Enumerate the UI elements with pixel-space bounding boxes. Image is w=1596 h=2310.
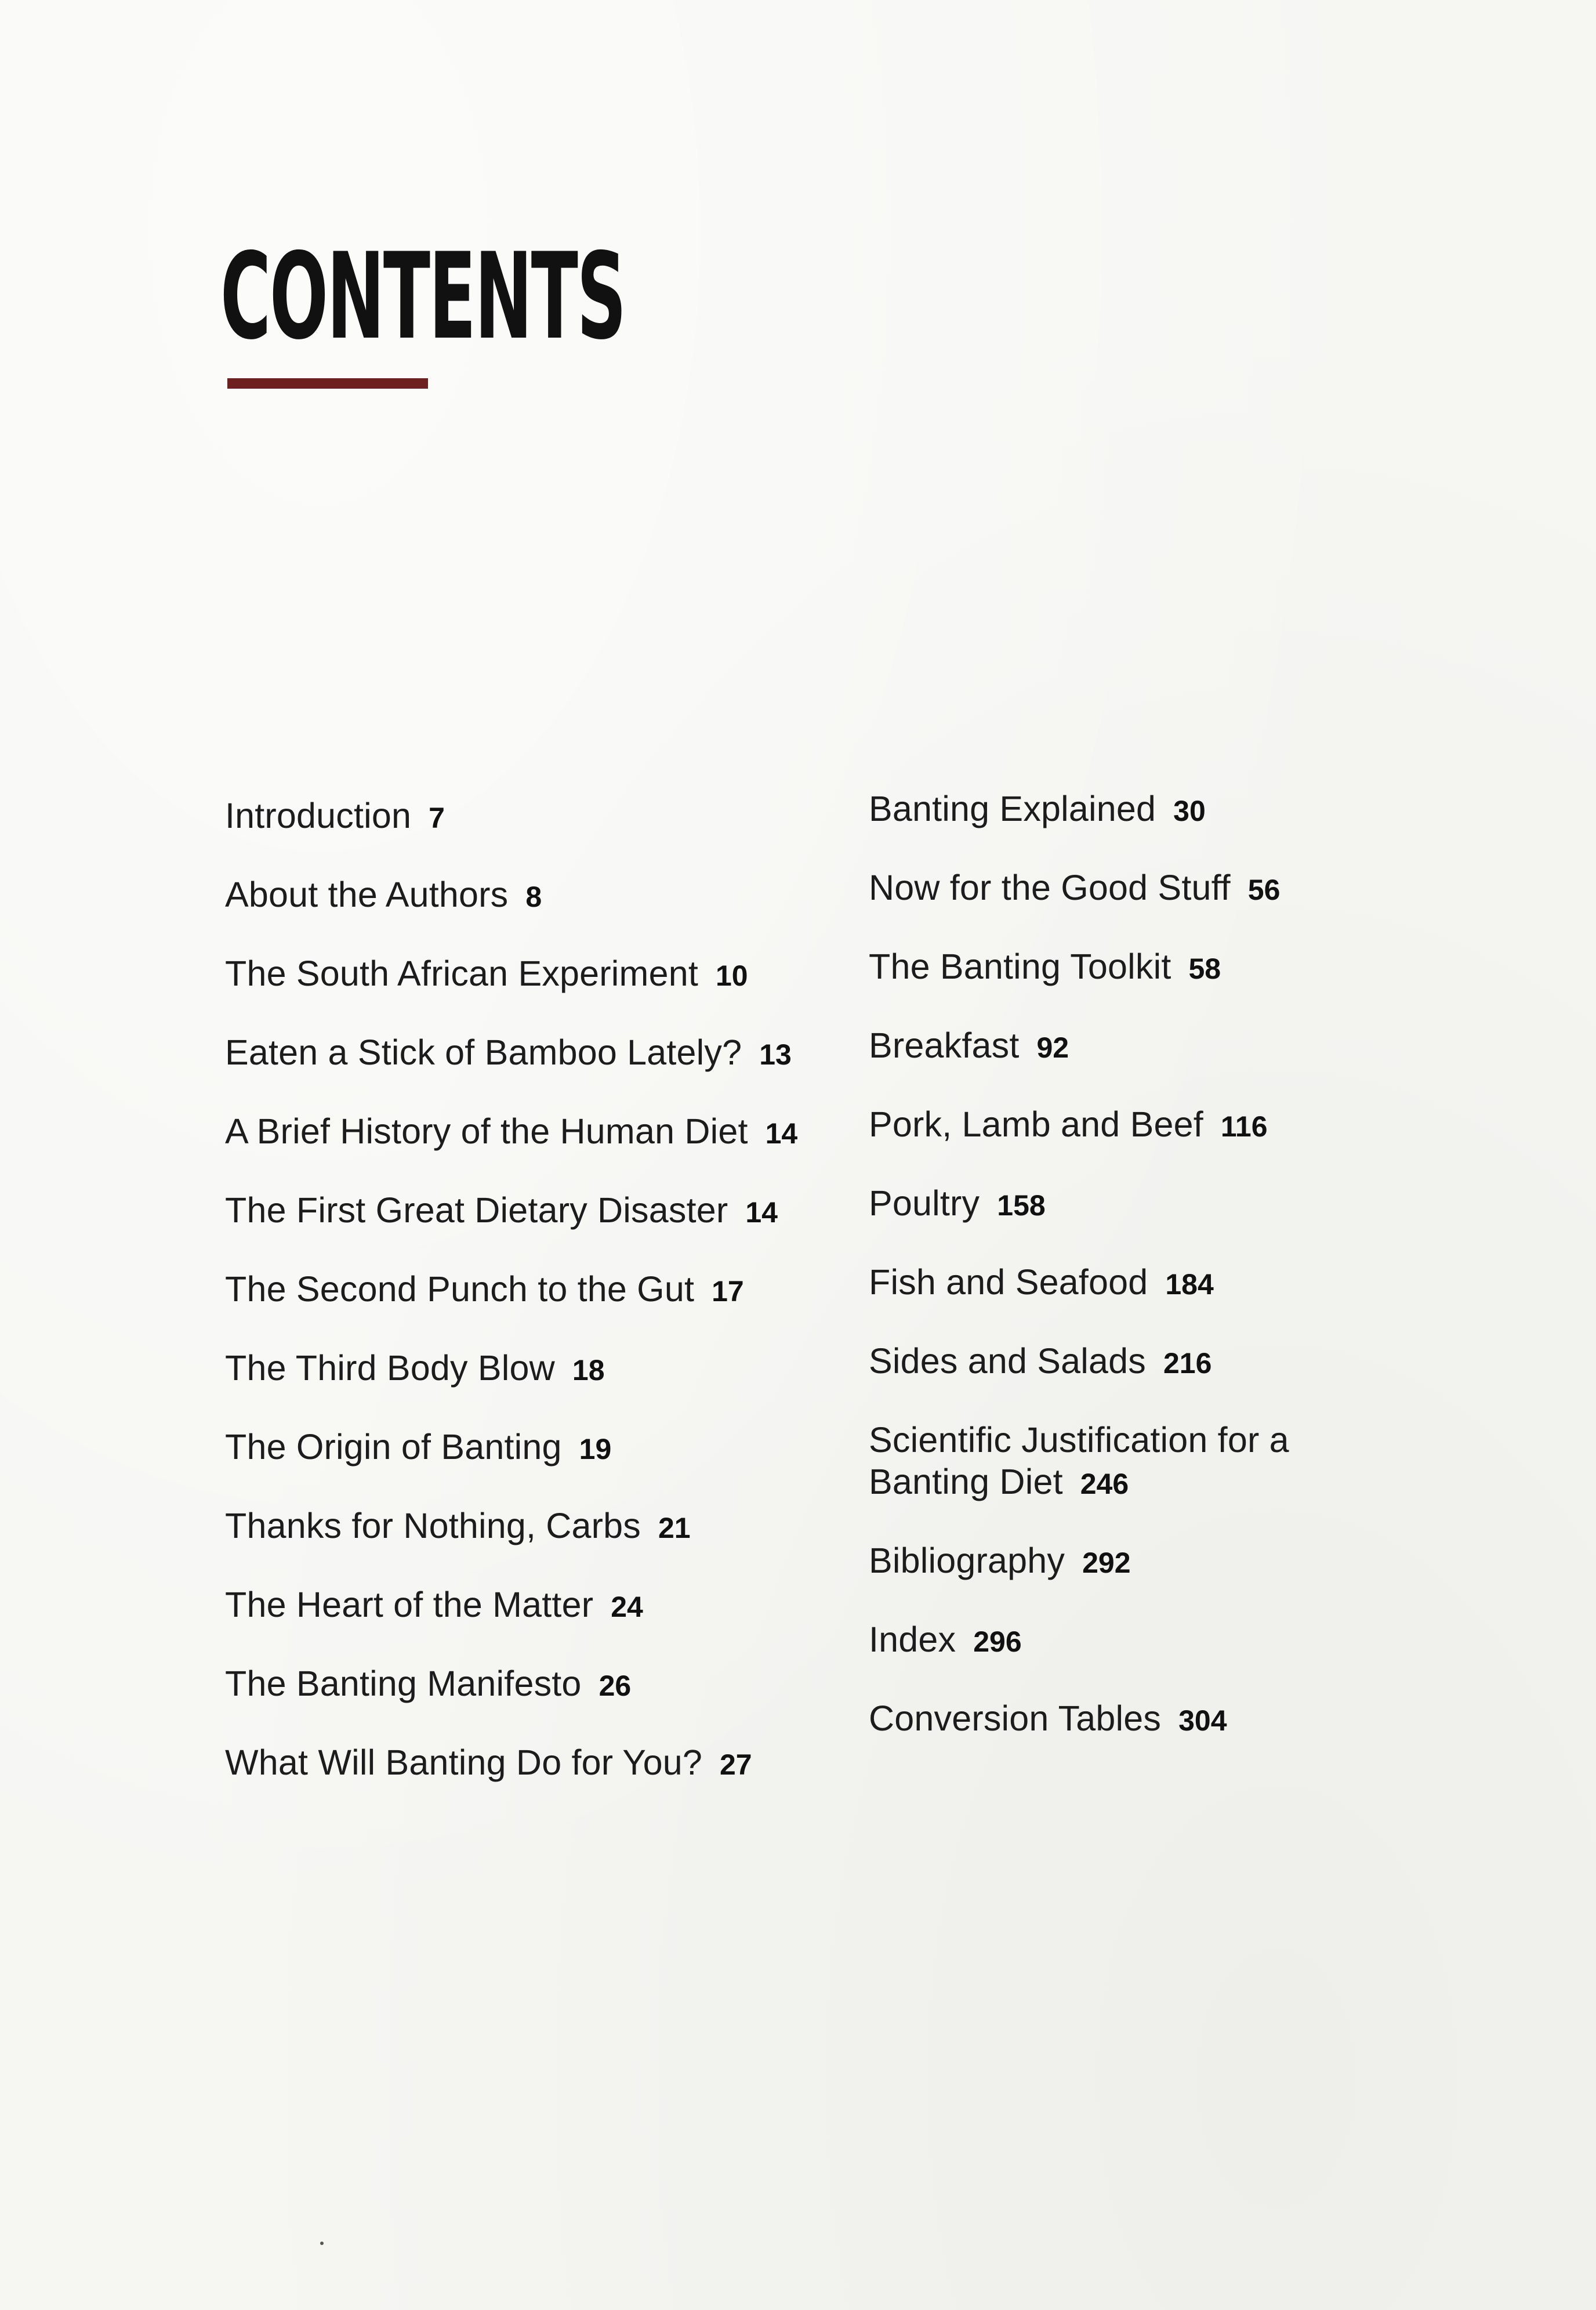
paper-speck [320, 2242, 324, 2245]
toc-entry [869, 1244, 1356, 1323]
toc-entry-title: Introduction [225, 796, 412, 835]
toc-entry [869, 1680, 1356, 1759]
toc-entry-page: 19 [579, 1433, 612, 1465]
toc-entry [869, 1007, 1356, 1086]
toc-entry-title: Thanks for Nothing, Carbs [225, 1506, 641, 1545]
toc-entry [225, 1409, 834, 1487]
toc-left-column [225, 777, 834, 1803]
toc-entry-title: Conversion Tables [869, 1699, 1162, 1738]
toc-entry [225, 1566, 834, 1645]
toc-entry-title: What Will Banting Do for You? [225, 1743, 702, 1782]
toc-entry-title: The South African Experiment [225, 954, 698, 993]
toc-entry-page: 292 [1082, 1547, 1131, 1579]
toc-entry [869, 1402, 1356, 1522]
toc-entry-title: The First Great Dietary Disaster [225, 1190, 728, 1230]
toc-entry-page: 26 [598, 1670, 632, 1702]
toc-entry [869, 1522, 1356, 1601]
toc-entry-title: Pork, Lamb and Beef [869, 1105, 1203, 1144]
toc-entry [225, 1724, 834, 1803]
toc-entry-title: Eaten a Stick of Bamboo Lately? [225, 1033, 742, 1072]
toc-entry-page: 10 [715, 960, 748, 992]
toc-entry-title: Poultry [869, 1183, 980, 1223]
toc-entry-title: Breakfast [869, 1026, 1020, 1065]
toc-entry-title: The Banting Manifesto [225, 1664, 582, 1703]
toc-entry-page: 246 [1080, 1468, 1129, 1500]
toc-entry-page: 184 [1165, 1268, 1214, 1301]
toc-entry [869, 928, 1356, 1007]
toc-entry-title: Scientific Justification for a Banting Diet [869, 1420, 1289, 1501]
toc-entry-title: Fish and Seafood [869, 1262, 1148, 1302]
toc-entry-title: The Origin of Banting [225, 1427, 562, 1467]
toc-entry-page: 18 [572, 1354, 605, 1386]
toc-entry [225, 856, 834, 935]
toc-entry-page: 24 [611, 1591, 643, 1623]
toc-entry-page: 158 [997, 1189, 1046, 1222]
toc-entry-title: Bibliography [869, 1541, 1065, 1580]
toc-entry [225, 777, 834, 856]
toc-right-column [869, 770, 1356, 1759]
toc-entry-page: 21 [658, 1512, 691, 1544]
toc-entry-page: 13 [759, 1038, 792, 1071]
toc-entry [869, 849, 1356, 928]
toc-entry-page: 58 [1188, 953, 1221, 985]
toc-entry [225, 1251, 834, 1330]
toc-entry-page: 296 [973, 1625, 1022, 1658]
page-title: CONTENTS [220, 228, 625, 366]
toc-entry-page: 14 [765, 1117, 798, 1150]
toc-entry-page: 216 [1163, 1347, 1212, 1380]
toc-entry [225, 1093, 834, 1172]
toc-entry-page: 27 [719, 1748, 752, 1781]
toc-entry-page: 304 [1178, 1704, 1227, 1737]
toc-entry [869, 1165, 1356, 1244]
toc-entry-title: The Second Punch to the Gut [225, 1269, 695, 1309]
toc-entry [225, 1645, 834, 1724]
toc-entry-title: Index [869, 1620, 956, 1659]
toc-entry [225, 935, 834, 1014]
toc-entry [869, 1601, 1356, 1680]
toc-entry-title: Sides and Salads [869, 1341, 1146, 1381]
toc-entry-title: The Banting Toolkit [869, 947, 1171, 986]
toc-entry-page: 56 [1247, 874, 1281, 906]
toc-entry-title: A Brief History of the Human Diet [225, 1111, 748, 1151]
toc-entry [869, 1086, 1356, 1165]
toc-entry-page: 17 [712, 1275, 744, 1308]
toc-entry-title: Now for the Good Stuff [869, 868, 1231, 907]
toc-entry-page: 7 [429, 802, 445, 834]
toc-entry-page: 30 [1173, 795, 1206, 827]
toc-entry [225, 1330, 834, 1409]
toc-entry [225, 1014, 834, 1093]
toc-entry [869, 1323, 1356, 1402]
toc-entry-title: The Third Body Blow [225, 1348, 555, 1388]
toc-entry [225, 1172, 834, 1251]
toc-entry-page: 14 [745, 1196, 778, 1229]
toc-entry-page: 92 [1036, 1031, 1069, 1064]
toc-entry-title: About the Authors [225, 875, 509, 914]
toc-entry-title: The Heart of the Matter [225, 1585, 594, 1624]
toc-entry [225, 1487, 834, 1566]
toc-entry [869, 770, 1356, 849]
toc-entry-page: 116 [1220, 1110, 1268, 1143]
toc-entry-page: 8 [525, 881, 542, 913]
toc-entry-title: Banting Explained [869, 789, 1156, 828]
title-underline-rule [227, 378, 428, 389]
